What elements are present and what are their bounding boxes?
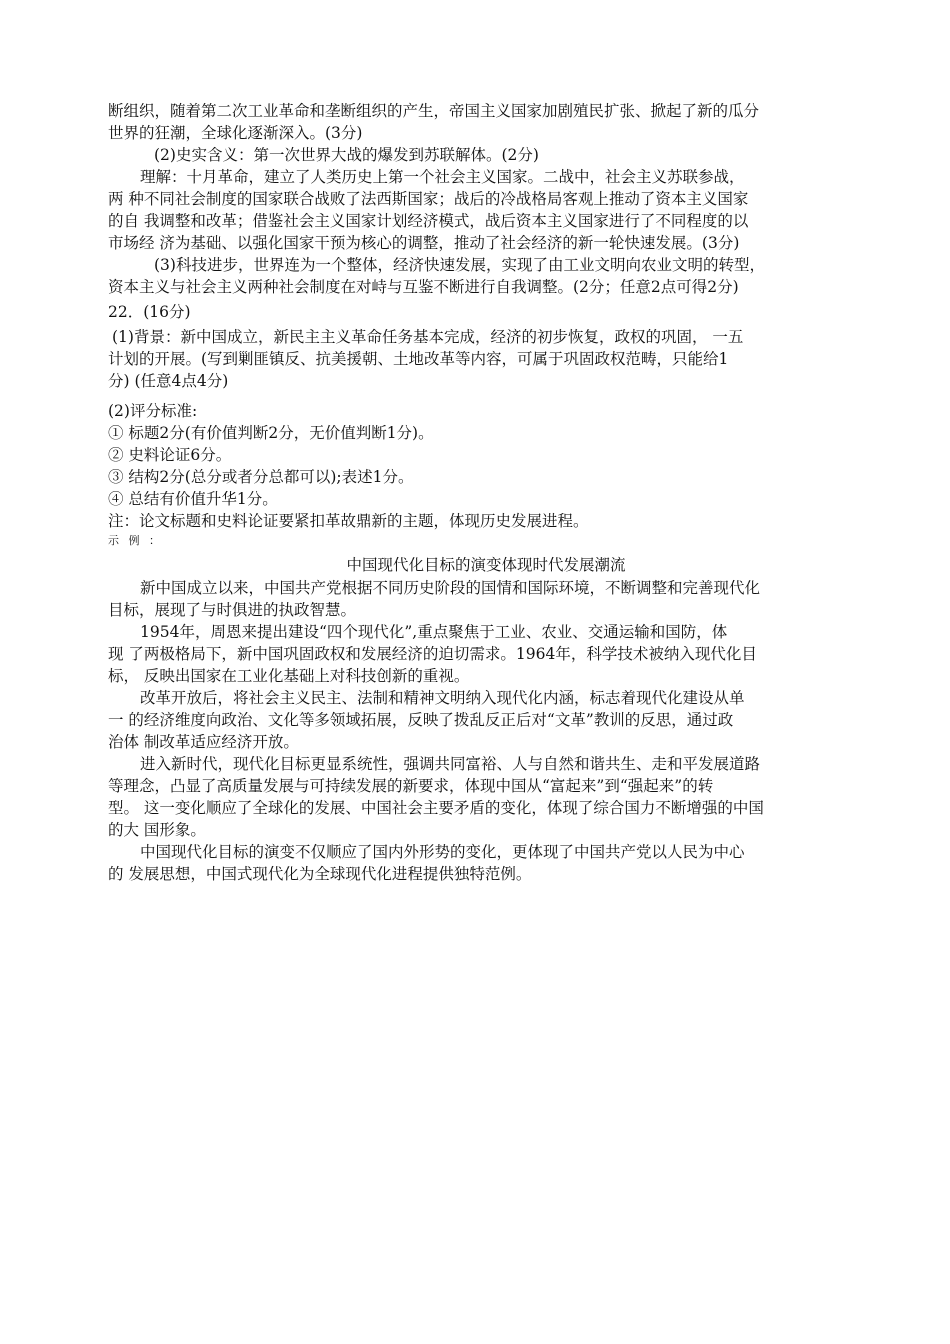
- essay-para-2-line-3: 标， 反映出国家在工业化基础上对科技创新的重视。: [108, 667, 470, 685]
- example-label: 示 例 ：: [108, 534, 163, 547]
- q21-part2-understanding-line-4: 市场经 济为基础、以强化国家干预为核心的调整，推动了社会经济的新一轮快速发展。(3分): [108, 234, 740, 252]
- q21-part3-line-1: (3)科技进步，世界连为一个整体，经济快速发展，实现了由工业文明向农业文明的转型，: [154, 256, 765, 274]
- essay-para-1-line-1: 新中国成立以来，中国共产党根据不同历史阶段的国情和国际环境，不断调整和完善现代化: [140, 579, 761, 597]
- q22-part1-line-1: (1)背景：新中国成立，新民主主义革命任务基本完成，经济的初步恢复，政权的巩固， 一五: [112, 328, 744, 346]
- essay-para-2-line-1: 1954年，周恩来提出建设“四个现代化”,重点聚焦于工业、农业、交通运输和国防，体: [140, 623, 728, 641]
- q22-heading: 22．(16分): [108, 303, 191, 321]
- essay-para-5-line-1: 中国现代化目标的演变不仅顺应了国内外形势的变化，更体现了中国共产党以人民为中心: [140, 843, 745, 861]
- criteria-item-2: ② 史料论证6分。: [108, 446, 232, 464]
- criteria-item-1: ① 标题2分(有价值判断2分，无价值判断1分)。: [108, 424, 434, 442]
- essay-para-1-line-2: 目标，展现了与时俱进的执政智慧。: [108, 601, 357, 619]
- essay-para-4-line-4: 的大 国形象。: [108, 821, 206, 839]
- criteria-item-4: ④ 总结有价值升华1分。: [108, 490, 278, 508]
- essay-para-3-line-2: 一 的经济维度向政治、文化等多领域拓展，反映了拨乱反正后对“文革”教训的反思，通过政: [108, 711, 734, 729]
- q21-part2-understanding-line-1: 理解：十月革命，建立了人类历史上第一个社会主义国家。二战中，社会主义苏联参战，: [140, 168, 745, 186]
- answer-page: [108, 100, 860, 885]
- criteria-note: 注：论文标题和史料论证要紧扣革故鼎新的主题，体现历史发展进程。: [108, 512, 589, 530]
- essay-para-4-line-1: 进入新时代，现代化目标更显系统性，强调共同富裕、人与自然和谐共生、走和平发展道路: [140, 755, 761, 773]
- essay-para-3-line-1: 改革开放后，将社会主义民主、法制和精神文明纳入现代化内涵，标志着现代化建设从单: [140, 689, 745, 707]
- q22-part1-line-2: 计划的开展。(写到剿匪镇反、抗美援朝、土地改革等内容，可属于巩固政权范畴，只能给1: [108, 350, 729, 368]
- q21-part1-line-1: 断组织，随着第二次工业革命和垄断组织的产生，帝国主义国家加剧殖民扩张、掀起了新的瓜分: [108, 102, 760, 120]
- essay-para-4-line-3: 型。 这一变化顺应了全球化的发展、中国社会主要矛盾的变化，体现了综合国力不断增强的中国: [108, 799, 764, 817]
- q21-part3-line-2: 资本主义与社会主义两种社会制度在对峙与互鉴不断进行自我调整。(2分；任意2点可得2分): [108, 278, 739, 296]
- essay-para-5-line-2: 的 发展思想，中国式现代化为全球现代化进程提供独特范例。: [108, 865, 532, 883]
- criteria-item-3: ③ 结构2分(总分或者分总都可以);表述1分。: [108, 468, 414, 486]
- essay-title: 中国现代化目标的演变体现时代发展潮流: [346, 556, 626, 574]
- q21-part1-line-2: 世界的狂潮，全球化逐渐深入。(3分): [108, 124, 363, 142]
- q21-part2-understanding-line-2: 两 种不同社会制度的国家联合战败了法西斯国家；战后的冷战格局客观上推动了资本主义国家: [108, 190, 749, 208]
- q22-part1-line-3: 分) (任意4点4分): [108, 372, 229, 390]
- essay-para-3-line-3: 治体 制改革适应经济开放。: [108, 733, 299, 751]
- q22-part2-heading: (2)评分标准:: [108, 402, 198, 420]
- q21-part2-heading: (2)史实含义：第一次世界大战的爆发到苏联解体。(2分): [154, 146, 539, 164]
- essay-para-4-line-2: 等理念，凸显了高质量发展与可持续发展的新要求，体现中国从“富起来”到“强起来”的转: [108, 777, 714, 795]
- essay-para-2-line-2: 现 了两极格局下，新中国巩固政权和发展经济的迫切需求。1964年，科学技术被纳入现代化目: [108, 645, 757, 663]
- q21-part2-understanding-line-3: 的自 我调整和改革；借鉴社会主义国家计划经济模式，战后资本主义国家进行了不同程度的以: [108, 212, 749, 230]
